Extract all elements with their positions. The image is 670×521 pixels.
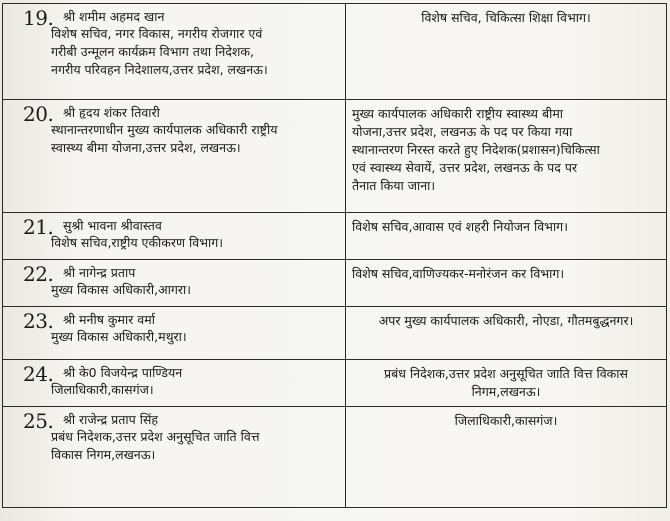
current-post: विशेष सचिव, नगर विकास, नगरीय रोजगार एवं गरीबी उन्मूलन कार्यक्रम विभाग तथा निदेशक, नगरीय परिवहन निदेशालय,उत्तर प्रदेश, लखनऊ। (51, 26, 268, 77)
officer-name: श्री के0 विजयेन्द्र पाण्डियन (63, 365, 183, 380)
transfer-orders-table (2, 3, 667, 508)
new-post: अपर मुख्य कार्यपालक अधिकारी, नोएडा, गौतमबुद्धनगर। (378, 313, 634, 328)
new-post-cell (346, 100, 667, 213)
new-post-cell (346, 407, 667, 508)
table-row (3, 213, 667, 260)
new-post-cell (346, 260, 667, 307)
serial-number: 19. (23, 6, 54, 30)
officer-cell (3, 407, 346, 508)
officer-cell (3, 360, 346, 407)
serial-number: 25. (23, 409, 54, 433)
current-post: स्थानान्तरणाधीन मुख्य कार्यपालक अधिकारी राष्ट्रीय स्वास्थ्य बीमा योजना,उत्तर प्रदेश, लखनऊ। (51, 122, 278, 155)
officer-cell (3, 213, 346, 260)
officer-name: श्री नागेन्द्र प्रताप (63, 265, 136, 280)
officer-name: सुश्री भावना श्रीवास्तव (63, 218, 162, 233)
current-post: विशेष सचिव,राष्ट्रीय एकीकरण विभाग। (51, 235, 224, 250)
table-row (3, 4, 667, 100)
officer-cell (3, 307, 346, 360)
serial-number: 24. (23, 362, 54, 386)
serial-number: 21. (23, 215, 54, 239)
new-post-cell (346, 360, 667, 407)
serial-number: 20. (23, 102, 54, 126)
officer-name: श्री शमीम अहमद खान (63, 9, 165, 24)
officer-cell (3, 100, 346, 213)
table-row (3, 307, 667, 360)
new-post: जिलाधिकारी,कासगंज। (454, 413, 558, 428)
new-post: प्रबंध निदेशक,उत्तर प्रदेश अनुसूचित जाति वित्त विकास निगम,लखनऊ। (384, 366, 628, 399)
new-post-cell (346, 307, 667, 360)
new-post: विशेष सचिव, चिकित्सा शिक्षा विभाग। (421, 10, 591, 25)
new-post: विशेष सचिव,वाणिज्यकर-मनोरंजन कर विभाग। (352, 266, 565, 281)
new-post: विशेष सचिव,आवास एवं शहरी नियोजन विभाग। (352, 219, 568, 234)
table-row (3, 260, 667, 307)
officer-name: श्री राजेन्द्र प्रताप सिंह (63, 412, 159, 427)
current-post: मुख्य विकास अधिकारी,आगरा। (51, 282, 191, 297)
table-row (3, 407, 667, 508)
current-post: जिलाधिकारी,कासगंज। (51, 382, 154, 397)
current-post: प्रबंध निदेशक,उत्तर प्रदेश अनुसूचित जाति वित्त विकास निगम,लखनऊ। (51, 429, 260, 462)
table-row (3, 100, 667, 213)
new-post: मुख्य कार्यपालक अधिकारी राष्ट्रीय स्वास्थ्य बीमा योजना,उत्तर प्रदेश, लखनऊ के पद पर किया गया स्थानान्तरण निरस्त करते हुए निदेशक(प्रशासन)चिकित्सा एवं स्वास्थ्य सेवायें, उत्तर प्रदेश, लखनऊ के पद पर तैनात किया जाना। (352, 106, 600, 193)
officer-name: श्री हृदय शंकर तिवारी (63, 105, 160, 120)
serial-number: 23. (23, 309, 54, 333)
officer-cell (3, 260, 346, 307)
new-post-cell (346, 213, 667, 260)
new-post-cell (346, 4, 667, 100)
serial-number: 22. (23, 262, 54, 286)
officer-cell (3, 4, 346, 100)
current-post: मुख्य विकास अधिकारी,मथुरा। (51, 329, 187, 344)
officer-name: श्री मनीष कुमार वर्मा (63, 312, 155, 327)
table-row (3, 360, 667, 407)
